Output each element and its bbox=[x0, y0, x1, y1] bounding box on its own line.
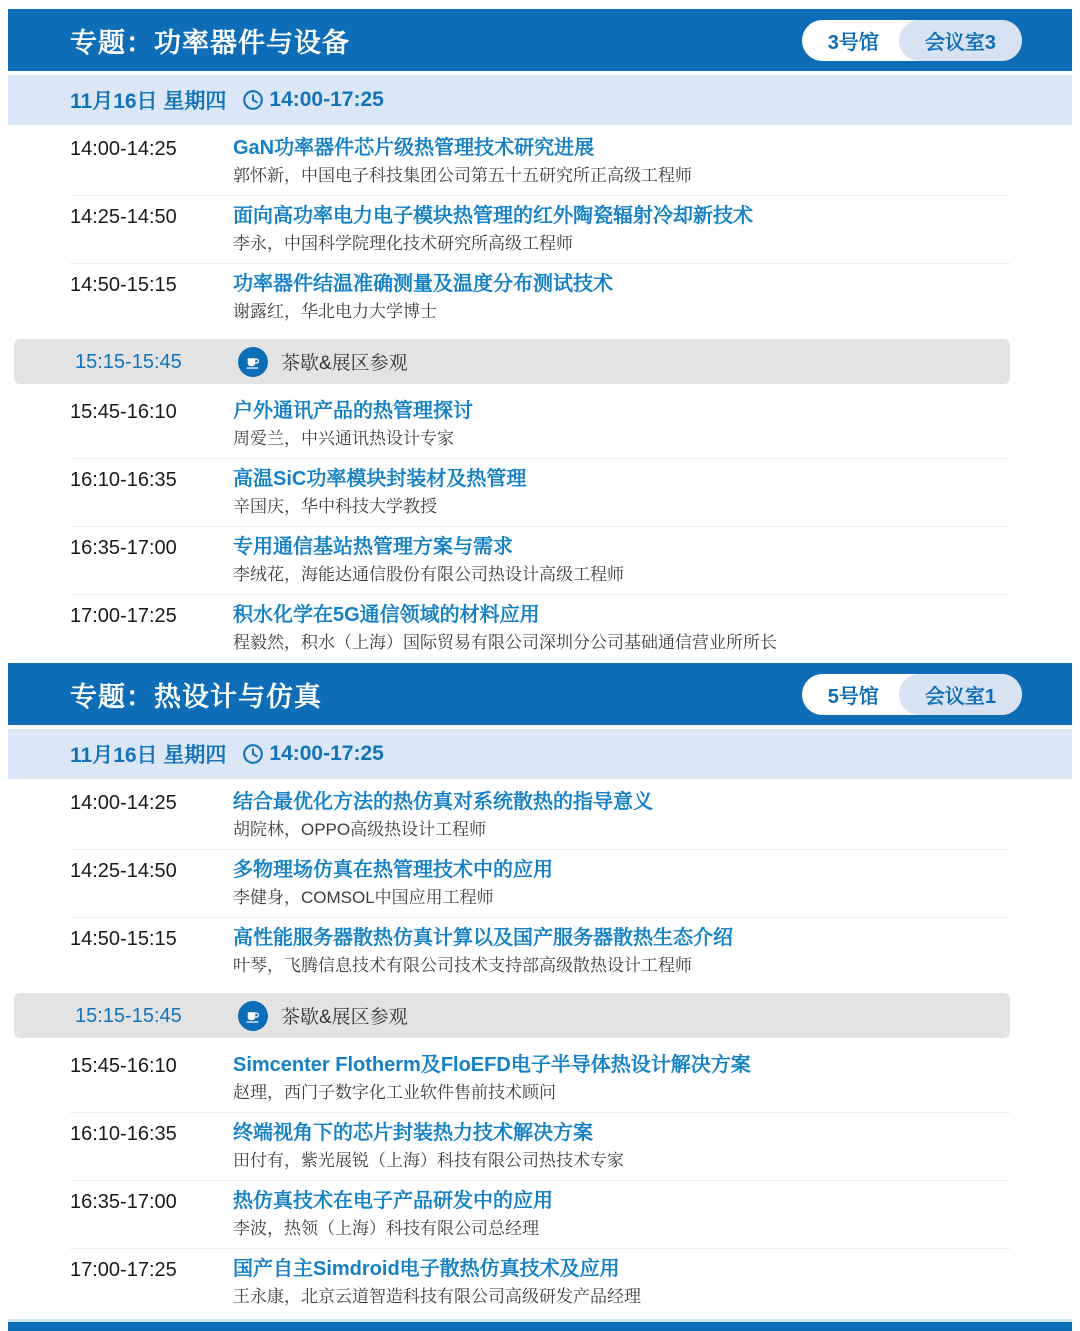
agenda-row bbox=[70, 918, 1010, 986]
talk-time: 15:45-16:10 bbox=[70, 1055, 177, 1077]
agenda-row bbox=[70, 782, 1010, 850]
talk-time: 14:00-14:25 bbox=[70, 138, 177, 160]
talk-speaker: 李波，热领（上海）科技有限公司总经理 bbox=[233, 1219, 539, 1238]
talk-title: 户外通讯产品的热管理探讨 bbox=[233, 400, 473, 422]
talk-time: 14:25-14:50 bbox=[70, 206, 177, 228]
talk-title: 高性能服务器散热仿真计算以及国产服务器散热生态介绍 bbox=[233, 927, 733, 949]
break-label: 茶歇&展区参观 bbox=[281, 353, 408, 374]
talk-title: Simcenter Flotherm及FloEFD电子半导体热设计解决方案 bbox=[233, 1054, 751, 1076]
talk-cell bbox=[233, 272, 613, 322]
talk-speaker: 李永，中国科学院理化技术研究所高级工程师 bbox=[233, 234, 573, 253]
talk-speaker: 周爱兰，中兴通讯热设计专家 bbox=[233, 429, 454, 448]
talk-cell bbox=[233, 1121, 624, 1171]
talk-cell bbox=[233, 1189, 553, 1239]
break-time: 15:15-15:45 bbox=[75, 351, 182, 373]
talk-title: 专用通信基站热管理方案与需求 bbox=[233, 536, 513, 558]
talk-time: 15:45-16:10 bbox=[70, 401, 177, 423]
agenda-row bbox=[70, 264, 1010, 332]
session-section bbox=[8, 9, 1072, 663]
talk-title: 积水化学在5G通信领域的材料应用 bbox=[233, 604, 540, 626]
session-date-band bbox=[8, 729, 1072, 779]
talk-cell bbox=[233, 926, 733, 976]
location-badge bbox=[802, 674, 1022, 715]
talk-cell bbox=[233, 1257, 641, 1307]
talk-cell bbox=[233, 790, 653, 840]
location-badge bbox=[802, 20, 1022, 61]
break-label: 茶歇&展区参观 bbox=[281, 1007, 408, 1028]
talk-time: 16:10-16:35 bbox=[70, 469, 177, 491]
talk-time: 14:25-14:50 bbox=[70, 860, 177, 882]
talk-title: 面向高功率电力电子模块热管理的红外陶瓷辐射冷却新技术 bbox=[233, 205, 753, 227]
talk-speaker: 李绒花，海能达通信股份有限公司热设计高级工程师 bbox=[233, 565, 624, 584]
talk-cell bbox=[233, 858, 553, 908]
session-time-range: 14:00-17:25 bbox=[269, 88, 384, 111]
talk-cell bbox=[233, 603, 777, 653]
hall-badge: 3号馆 bbox=[827, 31, 879, 54]
agenda-rows bbox=[8, 125, 1072, 663]
agenda-row bbox=[70, 1181, 1010, 1249]
session-date: 11月16日 星期四 bbox=[70, 744, 227, 767]
talk-time: 16:10-16:35 bbox=[70, 1123, 177, 1145]
talk-title: 结合最优化方法的热仿真对系统散热的指导意义 bbox=[233, 791, 653, 813]
teacup-icon bbox=[238, 1001, 268, 1031]
talk-speaker: 赵理，西门子数字化工业软件售前技术顾问 bbox=[233, 1083, 556, 1102]
talk-speaker: 李健身，COMSOL中国应用工程师 bbox=[233, 888, 494, 907]
agenda-row bbox=[70, 1113, 1010, 1181]
teacup-icon bbox=[238, 347, 268, 377]
talk-title: 热仿真技术在电子产品研发中的应用 bbox=[233, 1190, 553, 1212]
section-header bbox=[8, 663, 1072, 725]
talk-cell bbox=[233, 535, 624, 585]
section-header bbox=[8, 9, 1072, 71]
talk-cell bbox=[233, 467, 526, 517]
break-row bbox=[14, 993, 1010, 1038]
talk-cell bbox=[233, 399, 473, 449]
clock-icon bbox=[242, 743, 264, 765]
talk-cell bbox=[233, 136, 692, 186]
talk-speaker: 王永康，北京云道智造科技有限公司高级研发产品经理 bbox=[233, 1287, 641, 1306]
talk-time: 17:00-17:25 bbox=[70, 605, 177, 627]
session-date-band bbox=[8, 75, 1072, 125]
talk-title: 多物理场仿真在热管理技术中的应用 bbox=[233, 859, 553, 881]
room-badge: 会议室3 bbox=[899, 20, 1022, 61]
talk-title: 高温SiC功率模块封装材及热管理 bbox=[233, 468, 527, 490]
hall-badge: 5号馆 bbox=[827, 685, 879, 708]
agenda-row bbox=[70, 595, 1010, 663]
agenda-row bbox=[70, 850, 1010, 918]
talk-speaker: 谢露红，华北电力大学博士 bbox=[233, 302, 437, 321]
agenda-row bbox=[70, 459, 1010, 527]
break-time: 15:15-15:45 bbox=[75, 1005, 182, 1027]
talk-time: 14:00-14:25 bbox=[70, 792, 177, 814]
session-section bbox=[8, 663, 1072, 1317]
talk-time: 16:35-17:00 bbox=[70, 537, 177, 559]
room-badge: 会议室1 bbox=[899, 674, 1022, 715]
talk-title: 功率器件结温准确测量及温度分布测试技术 bbox=[233, 273, 613, 295]
talk-cell bbox=[233, 1053, 751, 1103]
agenda-rows bbox=[8, 779, 1072, 1317]
talk-title: GaN功率器件芯片级热管理技术研究进展 bbox=[233, 137, 595, 159]
talk-speaker: 叶琴，飞腾信息技术有限公司技术支持部高级散热设计工程师 bbox=[233, 956, 692, 975]
talk-speaker: 郭怀新，中国电子科技集团公司第五十五研究所正高级工程师 bbox=[233, 166, 692, 185]
talk-speaker: 胡院林，OPPO高级热设计工程师 bbox=[233, 820, 487, 839]
session-date: 11月16日 星期四 bbox=[70, 90, 227, 113]
break-row bbox=[14, 339, 1010, 384]
agenda-row bbox=[70, 196, 1010, 264]
agenda-row bbox=[70, 391, 1010, 459]
talk-time: 14:50-15:15 bbox=[70, 274, 177, 296]
talk-title: 国产自主Simdroid电子散热仿真技术及应用 bbox=[233, 1258, 620, 1280]
talk-time: 16:35-17:00 bbox=[70, 1191, 177, 1213]
session-time-range: 14:00-17:25 bbox=[269, 742, 384, 765]
agenda-row bbox=[70, 128, 1010, 196]
section-title: 专题：功率器件与设备 bbox=[70, 27, 350, 58]
agenda-row bbox=[70, 527, 1010, 595]
talk-speaker: 田付有，紫光展锐（上海）科技有限公司热技术专家 bbox=[233, 1151, 624, 1170]
clock-icon bbox=[242, 89, 264, 111]
talk-speaker: 辛国庆，华中科技大学教授 bbox=[233, 497, 437, 516]
agenda-row bbox=[70, 1045, 1010, 1113]
talk-time: 17:00-17:25 bbox=[70, 1259, 177, 1281]
section-title: 专题：热设计与仿真 bbox=[70, 681, 322, 712]
talk-cell bbox=[233, 204, 753, 254]
agenda-row bbox=[70, 1249, 1010, 1317]
talk-title: 终端视角下的芯片封装热力技术解决方案 bbox=[233, 1122, 593, 1144]
talk-speaker: 程毅然，积水（上海）国际贸易有限公司深圳分公司基础通信营业所所长 bbox=[233, 633, 777, 652]
talk-time: 14:50-15:15 bbox=[70, 928, 177, 950]
next-section-top-bar bbox=[8, 1319, 1072, 1331]
